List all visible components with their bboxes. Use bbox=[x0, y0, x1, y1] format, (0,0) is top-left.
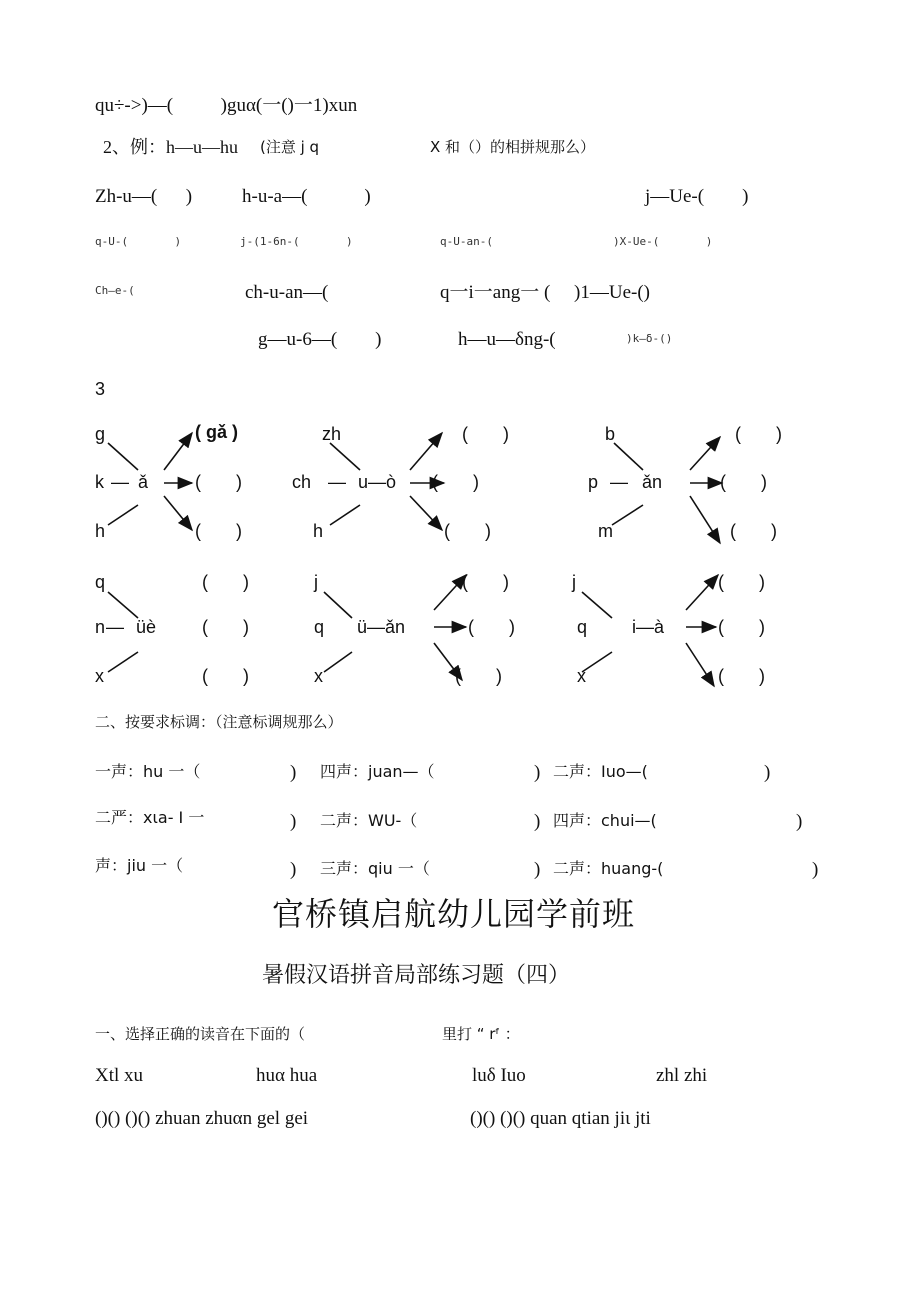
row1-item1: Zh-u—( ) bbox=[95, 186, 193, 207]
pair-4: zhl zhi bbox=[656, 1065, 708, 1086]
g5-answer-1: ( ) bbox=[462, 572, 509, 592]
tone-r1-c3: 二声：Iuo—( bbox=[553, 762, 648, 781]
g1-center: ǎ bbox=[138, 472, 149, 492]
g3-dash: — bbox=[610, 472, 628, 492]
g6-answer-2: ( ) bbox=[718, 617, 765, 637]
g2-left-top: zh bbox=[322, 424, 342, 444]
g4-answer-2: ( ) bbox=[202, 617, 249, 637]
g1-left-top: g bbox=[95, 424, 106, 444]
g2-answer-2: ( ) bbox=[432, 472, 479, 492]
g6-left-bot: x bbox=[577, 666, 586, 686]
tone-r2-close1: ) bbox=[290, 811, 297, 832]
g6-left-mid: q bbox=[577, 617, 588, 637]
section2-heading: 二、按要求标调：（注意标调规那么） bbox=[95, 713, 343, 731]
pair-2: huα hua bbox=[256, 1065, 318, 1086]
example-line: 2、例：h—u—hu bbox=[103, 137, 238, 157]
choice-line-a: ()() ()() zhuan zhuαn gel gei bbox=[95, 1108, 309, 1129]
tone-r1-c1: 一声：hu 一（ bbox=[95, 762, 201, 781]
g1-answer-1: ( gǎ ) bbox=[195, 422, 238, 442]
row4-item3: )k—δ-() bbox=[626, 332, 673, 345]
g5-answer-3: ( ) bbox=[455, 666, 502, 686]
choice-line-b: ()() ()() quan qtian jiι jti bbox=[470, 1108, 651, 1129]
tone-r2-c3: 四声：chui—( bbox=[553, 811, 657, 830]
g4-answer-3: ( ) bbox=[202, 666, 249, 686]
g1-answer-3: ( ) bbox=[195, 521, 242, 541]
g3-left-bot: m bbox=[598, 521, 613, 541]
g5-left-mid: q bbox=[314, 617, 325, 637]
g4-answer-1: ( ) bbox=[202, 572, 249, 592]
g5-left-top: j bbox=[314, 572, 318, 592]
tone-r1-close1: ) bbox=[290, 762, 297, 783]
g3-left-top: b bbox=[605, 424, 616, 444]
tone-r3-close3: ) bbox=[812, 859, 819, 880]
g6-answer-1: ( ) bbox=[718, 572, 765, 592]
g5-center: ü—ǎn bbox=[357, 617, 406, 637]
section1-heading-tail: 里打 “ rᶠ ： bbox=[442, 1025, 520, 1043]
g2-left-mid: ch bbox=[292, 472, 312, 492]
row2-item3: q-U-an-( bbox=[440, 235, 493, 248]
tone-r3-close1: ) bbox=[290, 859, 297, 880]
pair-3: luδ Iuo bbox=[472, 1065, 526, 1086]
page-subtitle: 暑假汉语拼音局部练习题（四） bbox=[262, 963, 571, 988]
g3-left-mid: p bbox=[588, 472, 599, 492]
tone-r1-close3: ) bbox=[764, 762, 771, 783]
row3-item1: Ch—e-( bbox=[95, 284, 135, 297]
g1-left-bot: h bbox=[95, 521, 106, 541]
g2-answer-1: ( ) bbox=[462, 424, 509, 444]
g1-dash: — bbox=[111, 472, 129, 492]
g2-left-bot: h bbox=[313, 521, 324, 541]
g6-center: i—à bbox=[632, 617, 665, 637]
example-note: (注意 j q bbox=[260, 138, 320, 156]
g6-left-top: j bbox=[572, 572, 576, 592]
g6-answer-3: ( ) bbox=[718, 666, 765, 686]
pair-1: Xtl xu bbox=[95, 1065, 144, 1086]
tone-r1-close2: ) bbox=[534, 762, 541, 783]
line-qu: qu÷->)—( )guα(一()一1)xun bbox=[95, 95, 358, 116]
row4-item2: h—u—δng-( bbox=[458, 329, 556, 350]
row4-item1: g—u-6—( ) bbox=[258, 329, 382, 350]
g4-left-mid: n bbox=[95, 617, 106, 637]
row3-item3: q一i一ang一 ( )1—Ue-() bbox=[440, 282, 651, 303]
tone-r2-close3: ) bbox=[796, 811, 803, 832]
section3-number: 3 bbox=[95, 379, 106, 399]
row2-item1: q-U-( ) bbox=[95, 235, 182, 248]
g5-answer-2: ( ) bbox=[468, 617, 515, 637]
g4-center: üè bbox=[136, 617, 157, 637]
tone-r2-c2: 二声：WU-（ bbox=[320, 811, 418, 830]
g2-dash: — bbox=[328, 472, 346, 492]
tone-r1-c2: 四声：juan—（ bbox=[320, 762, 435, 781]
section1-heading: 一、选择正确的读音在下面的（ bbox=[95, 1025, 306, 1043]
row2-item2: j-(1-6n-( ) bbox=[240, 235, 353, 248]
row1-item3: j—Ue-( ) bbox=[645, 186, 749, 207]
g3-answer-3: ( ) bbox=[730, 521, 777, 541]
g2-center: u—ò bbox=[358, 472, 397, 492]
tone-r3-c2: 三声：qiu 一（ bbox=[320, 859, 430, 878]
tone-r2-close2: ) bbox=[534, 811, 541, 832]
tone-r3-c3: 二声：huang-( bbox=[553, 859, 664, 878]
g4-left-top: q bbox=[95, 572, 106, 592]
row2-item4: )X-Ue-( ) bbox=[613, 235, 713, 248]
page-title: 官桥镇启航幼儿园学前班 bbox=[272, 895, 636, 933]
row1-item2: h-u-a—( ) bbox=[242, 186, 371, 207]
row3-item2: ch-u-an—( bbox=[245, 282, 329, 303]
g4-left-bot: x bbox=[95, 666, 104, 686]
g4-dash: — bbox=[106, 617, 124, 637]
g3-answer-1: ( ) bbox=[735, 424, 782, 444]
g1-left-mid: k bbox=[95, 472, 104, 492]
tone-r2-c1: 二严：xιa- I 一 bbox=[95, 808, 205, 827]
example-note-2: X 和（）的相拼规那么） bbox=[430, 138, 596, 156]
tone-r3-c1: 声：jiu 一（ bbox=[95, 856, 184, 875]
g2-answer-3: ( ) bbox=[444, 521, 491, 541]
g3-center: ǎn bbox=[642, 472, 663, 492]
g5-left-bot: x bbox=[314, 666, 323, 686]
g3-answer-2: ( ) bbox=[720, 472, 767, 492]
g1-answer-2: ( ) bbox=[195, 472, 242, 492]
tone-r3-close2: ) bbox=[534, 859, 541, 880]
